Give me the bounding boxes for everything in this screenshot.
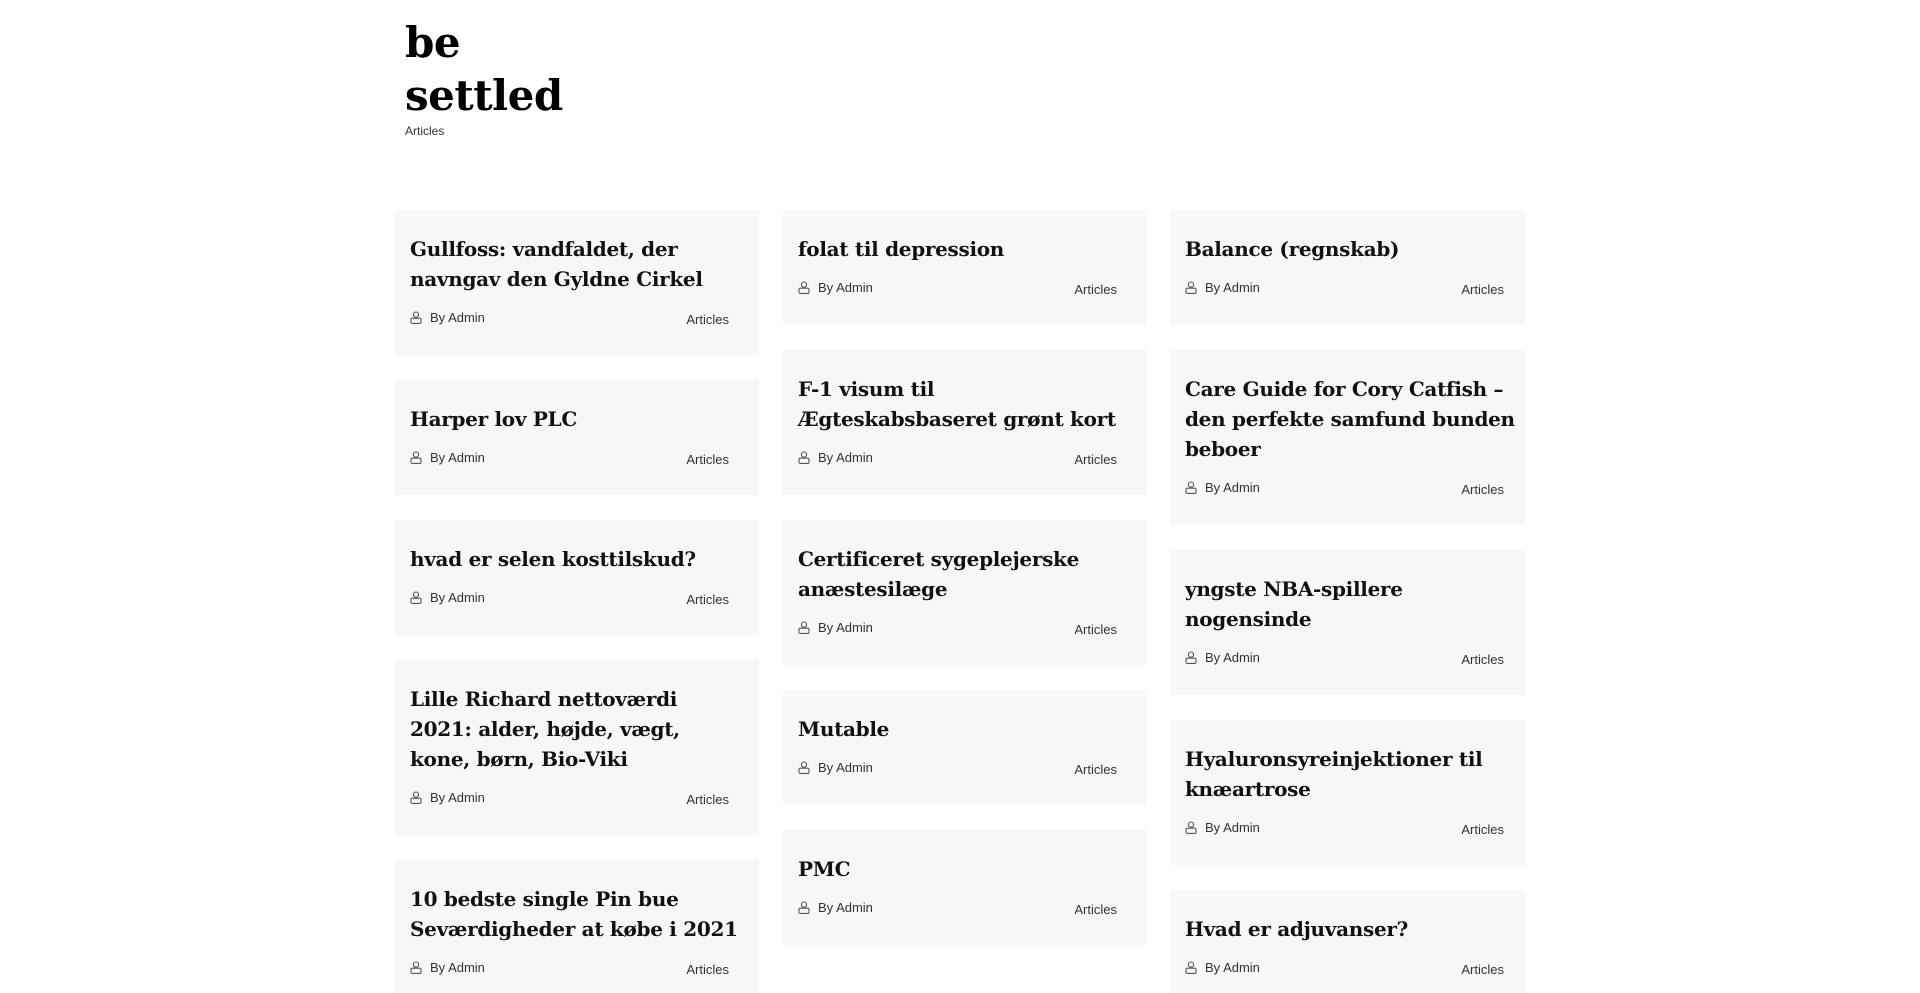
user-icon [798,761,810,774]
article-author [798,900,873,915]
author-name[interactable]: By Admin [1205,960,1260,975]
author-name[interactable]: By Admin [430,960,485,975]
article-grid [395,210,1525,993]
user-icon [1185,821,1197,834]
article-title-link[interactable]: Mutable [798,717,890,741]
article-title-link[interactable]: Certificeret sygeplejerske anæstesilæge [798,547,1080,601]
article-category-link[interactable]: Articles [1461,282,1504,297]
site-title-link[interactable] [405,16,565,122]
article-title-link[interactable]: Harper lov PLC [410,407,577,431]
article-meta [1185,278,1519,297]
author-name[interactable]: By Admin [818,450,873,465]
article-meta [410,788,744,807]
article-title-link[interactable]: F-1 visum til Ægteskabsbaseret grønt kort [798,377,1116,431]
article-meta [798,618,1132,637]
article-author [798,280,873,295]
article-meta [410,958,744,977]
user-icon [798,451,810,464]
grid-column-2 [783,210,1147,970]
article-category-link[interactable]: Articles [686,792,729,807]
article-meta [1185,648,1519,667]
article-category-link[interactable]: Articles [686,452,729,467]
article-card[interactable] [395,380,759,495]
article-author [1185,480,1260,495]
article-author [798,450,873,465]
author-name[interactable]: By Admin [430,590,485,605]
article-title-link[interactable]: Gullfoss: vandfaldet, der navngav den Gyldne Cirkel [410,237,703,291]
article-author [410,790,485,805]
article-title-link[interactable]: yngste NBA-spillere nogensinde [1185,577,1403,631]
article-category-link[interactable]: Articles [1074,902,1117,917]
article-author [798,620,873,635]
article-meta [410,448,744,467]
user-icon [798,281,810,294]
article-category-link[interactable]: Articles [686,962,729,977]
article-card[interactable] [395,210,759,355]
article-card[interactable] [395,520,759,635]
article-card[interactable] [1170,210,1525,325]
article-author [1185,650,1260,665]
article-title-link[interactable]: Balance (regnskab) [1185,237,1400,261]
article-author [410,310,485,325]
article-meta [1185,958,1519,977]
author-name[interactable]: By Admin [1205,480,1260,495]
author-name[interactable]: By Admin [1205,650,1260,665]
user-icon [1185,481,1197,494]
article-card[interactable] [395,660,759,835]
article-author [410,590,485,605]
site-description: Articles [405,124,445,138]
article-card[interactable] [395,860,759,993]
article-meta [798,448,1132,467]
article-card[interactable] [783,830,1147,945]
user-icon [1185,281,1197,294]
site-header [405,16,565,138]
article-category-link[interactable]: Articles [1074,282,1117,297]
user-icon [410,451,422,464]
article-author [1185,960,1260,975]
author-name[interactable]: By Admin [1205,820,1260,835]
grid-column-3 [1170,210,1525,993]
user-icon [1185,961,1197,974]
article-category-link[interactable]: Articles [1074,762,1117,777]
article-category-link[interactable]: Articles [1074,452,1117,467]
author-name[interactable]: By Admin [430,790,485,805]
article-meta [798,758,1132,777]
user-icon [410,791,422,804]
site-title-line2: settled [405,71,563,120]
article-title-link[interactable]: Hvad er adjuvanser? [1185,917,1409,941]
article-card[interactable] [1170,890,1525,993]
article-meta [1185,818,1519,837]
article-category-link[interactable]: Articles [686,592,729,607]
article-card[interactable] [783,690,1147,805]
grid-column-1 [395,210,759,993]
user-icon [1185,651,1197,664]
author-name[interactable]: By Admin [430,450,485,465]
article-card[interactable] [783,350,1147,495]
user-icon [798,621,810,634]
article-meta [410,588,744,607]
article-category-link[interactable]: Articles [1461,652,1504,667]
article-category-link[interactable]: Articles [686,312,729,327]
article-card[interactable] [783,520,1147,665]
author-name[interactable]: By Admin [818,760,873,775]
article-author [1185,820,1260,835]
user-icon [410,961,422,974]
article-author [410,450,485,465]
article-category-link[interactable]: Articles [1074,622,1117,637]
user-icon [410,311,422,324]
user-icon [798,901,810,914]
article-title-link[interactable]: hvad er selen kosttilskud? [410,547,696,571]
author-name[interactable]: By Admin [818,620,873,635]
article-category-link[interactable]: Articles [1461,482,1504,497]
article-meta [1185,478,1519,497]
article-card[interactable] [1170,550,1525,695]
article-title-link[interactable]: Lille Richard nettoværdi 2021: alder, højde, vægt, kone, børn, Bio-Viki [410,687,680,771]
author-name[interactable]: By Admin [818,280,873,295]
article-title-link[interactable]: 10 bedste single Pin bue Seværdigheder at købe i 2021 [410,887,738,941]
article-author [410,960,485,975]
article-title-link[interactable]: Care Guide for Cory Catfish – den perfekte samfund bunden beboer [1185,377,1515,461]
article-category-link[interactable]: Articles [1461,962,1504,977]
article-title-link[interactable]: PMC [798,857,851,881]
user-icon [410,591,422,604]
article-card[interactable] [1170,720,1525,865]
article-card[interactable] [1170,350,1525,525]
article-meta [798,898,1132,917]
article-category-link[interactable]: Articles [1461,822,1504,837]
article-author [798,760,873,775]
author-name[interactable]: By Admin [430,310,485,325]
article-title-link[interactable]: folat til depression [798,237,1005,261]
article-author [1185,280,1260,295]
article-title-link[interactable]: Hyaluronsyreinjektioner til knæartrose [1185,747,1483,801]
article-meta [410,308,744,327]
article-card[interactable] [783,210,1147,325]
article-meta [798,278,1132,297]
author-name[interactable]: By Admin [818,900,873,915]
author-name[interactable]: By Admin [1205,280,1260,295]
site-title-line1: be [405,18,461,67]
